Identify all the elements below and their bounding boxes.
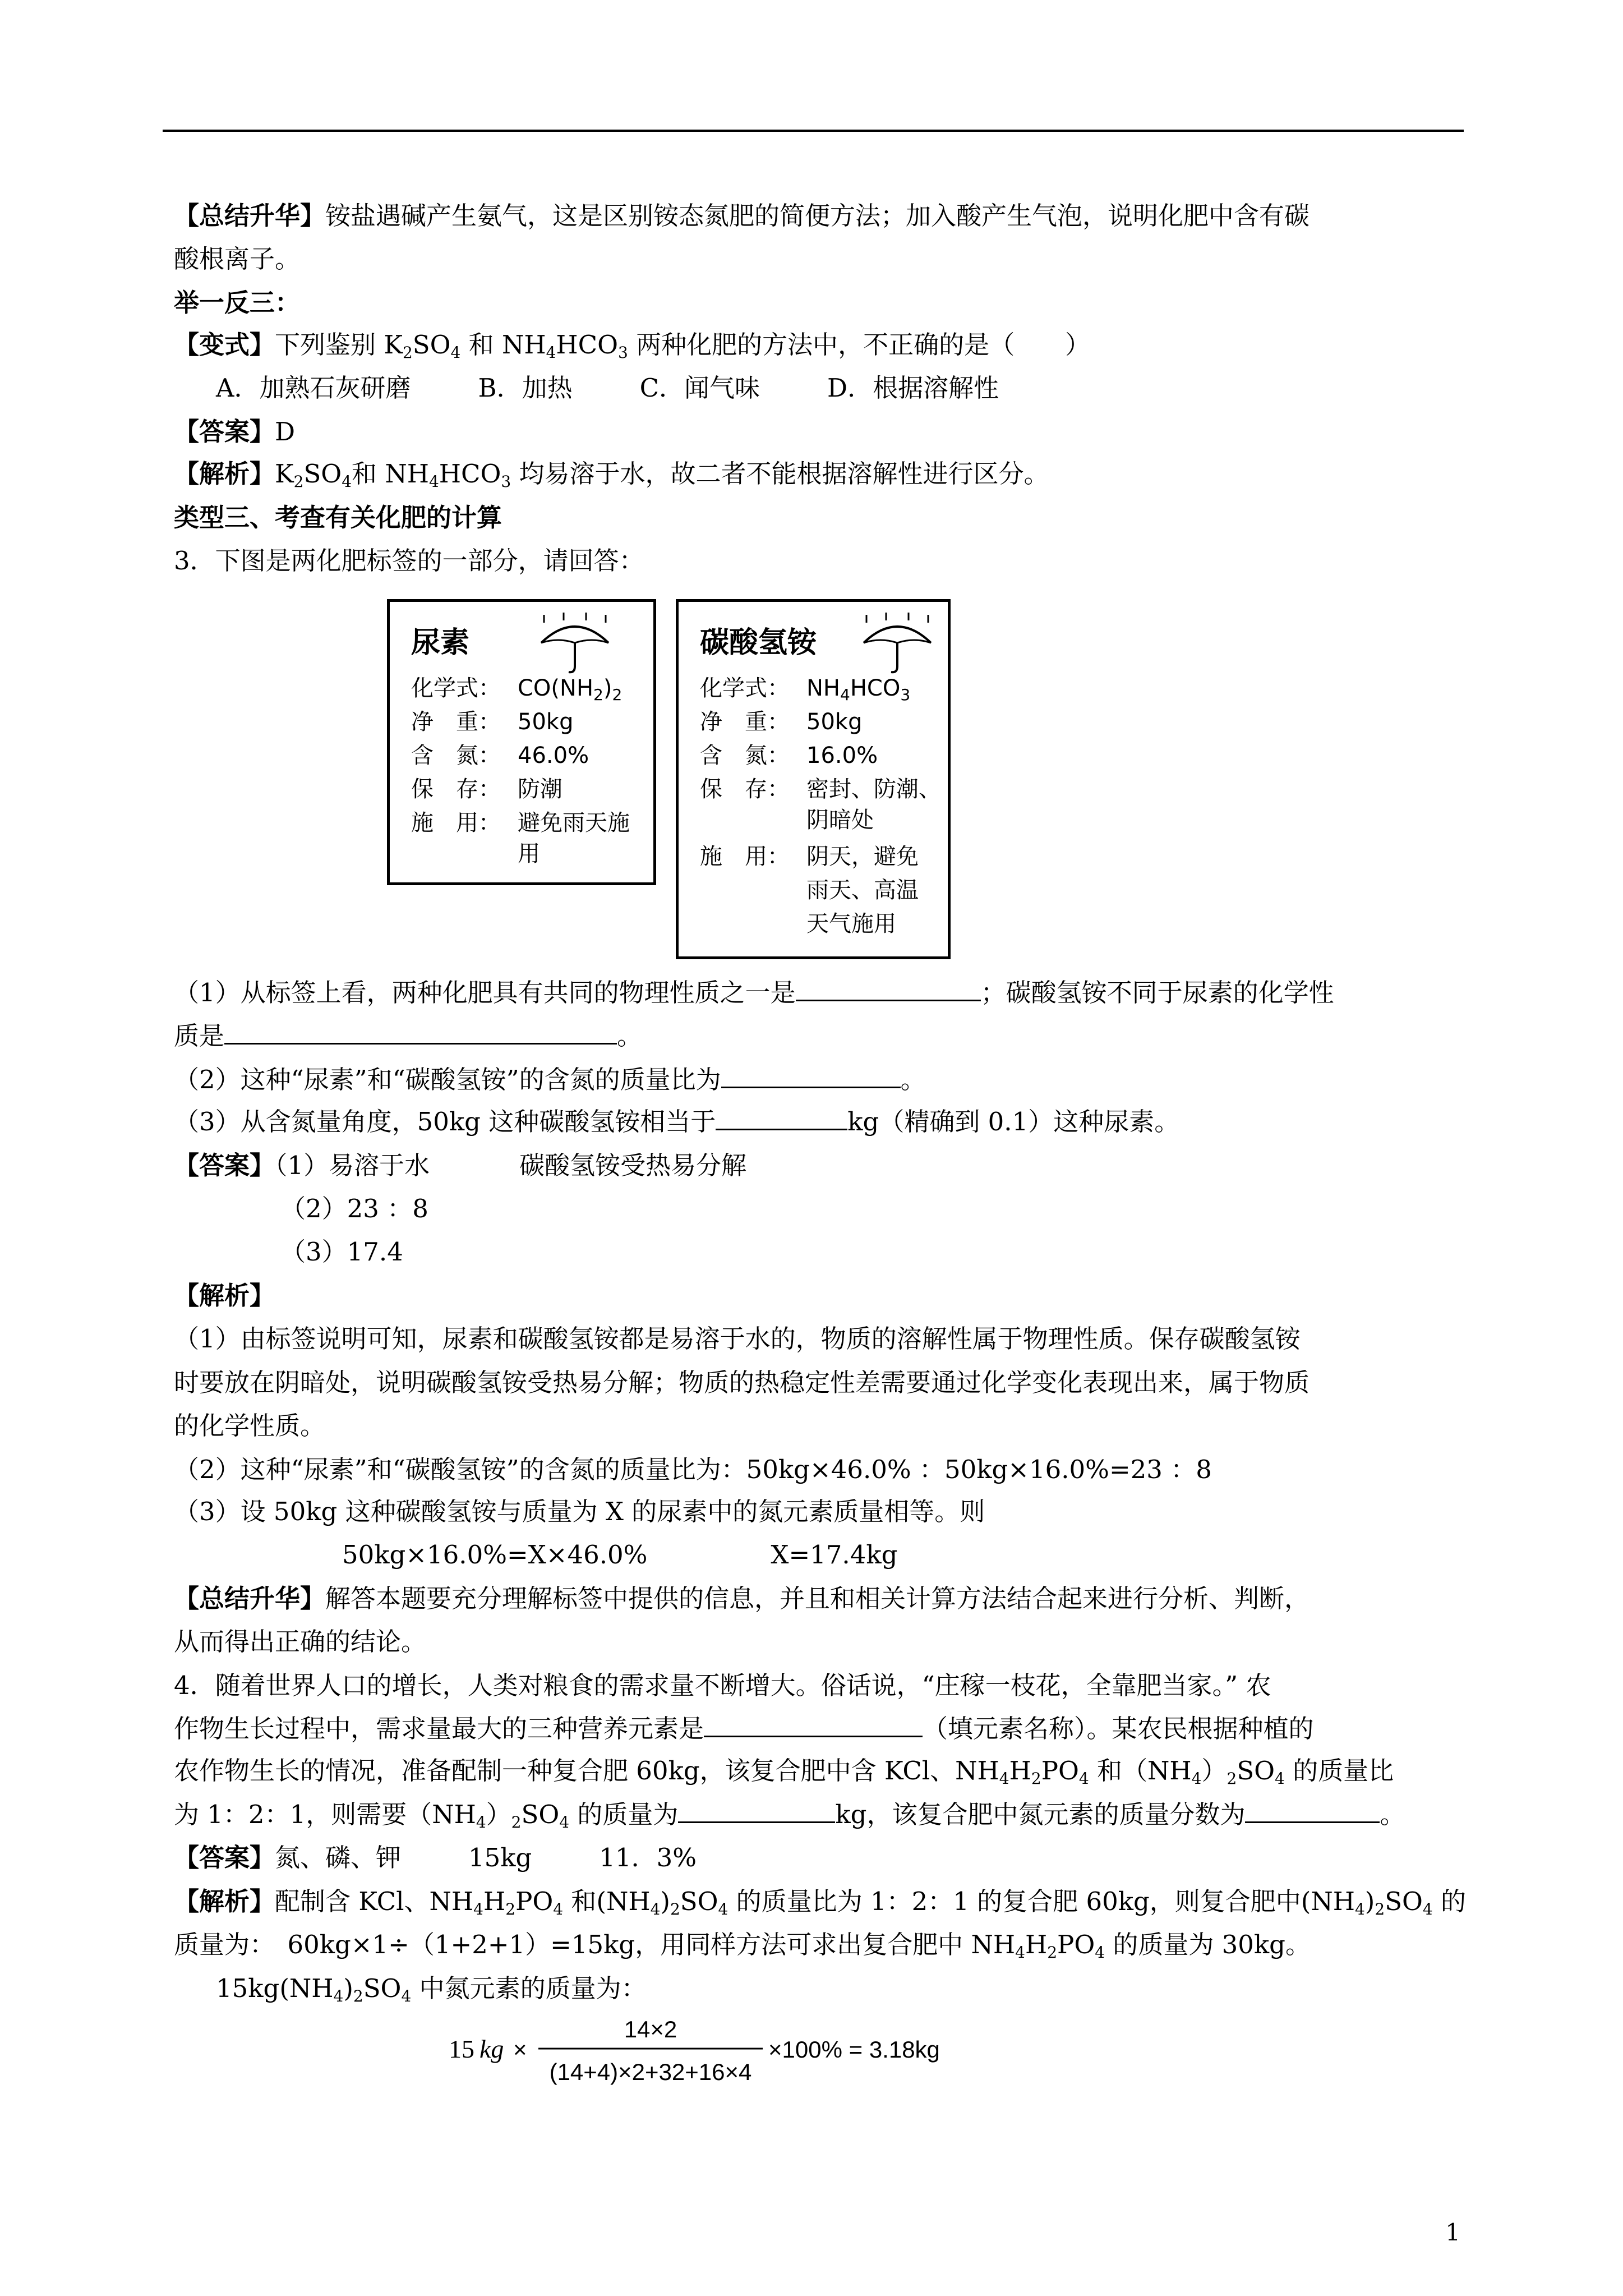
text: HCO [556,330,618,360]
text: ) [1364,1887,1375,1916]
q3-analysis-6 [342,1538,897,1572]
subscript: 2 [353,1987,363,2005]
subscript: 4 [559,1813,570,1832]
label-row [411,809,630,836]
option-d: D．根据溶解性 [827,373,999,403]
q3-analysis-1: （1）由标签说明可知，尿素和碳酸氢铵都是易溶于水的，物质的溶解性属于物理性质。保存碳酸氢铵 [174,1324,1301,1354]
subscript: 4 [342,472,352,491]
answer-blank[interactable] [1245,1799,1380,1823]
formula-left: 15 [449,2035,474,2063]
subscript: 3 [501,472,511,491]
label-value: 雨天、高温 [806,877,919,903]
answer-blank[interactable] [721,1064,901,1088]
text: 下列鉴别 K [275,330,403,360]
page-number: 1 [1445,2219,1460,2246]
q4-analysis-3 [216,1972,647,2013]
text: （1）从标签上看，两种化肥具有共同的物理性质之一是 [174,978,796,1007]
subscript: 4 [1078,1769,1089,1788]
label-value: 防潮 [518,776,562,802]
text: 和 NH [460,330,546,360]
nitrogen-mass-formula [449,2008,1066,2092]
label-key: 化学式： [411,675,501,701]
answer-blank[interactable] [796,977,981,1001]
subscript: 4 [999,1769,1009,1788]
subscript: 4 [546,343,556,362]
subscript: 2 [612,685,623,704]
umbrella-icon [855,610,939,678]
text: 质量为： 60kg×1÷（1+2+1）=15kg，用同样方法可求出复合肥中 NH [174,1930,1016,1959]
label-row [411,742,589,769]
subscript: 2 [1031,1769,1041,1788]
subscript: 2 [293,472,304,491]
formula-result: ×100% = 3.18kg [768,2036,940,2063]
text: H [483,1887,506,1916]
label-key: 保 存： [700,776,790,802]
answer-label: 【答案】 [174,1843,275,1872]
text: 中氮元素的质量为： [411,1973,647,2003]
label-row [411,840,540,867]
label-key: 净 重： [700,709,790,735]
answer-blank[interactable] [704,1713,923,1737]
text: H [1025,1930,1048,1959]
summary2-line-1 [174,1582,1310,1616]
equation: 50kg×16.0%=X×46.0% [342,1540,648,1570]
text: SO [1237,1756,1275,1786]
summary-label: 【总结升华】 [174,201,326,231]
q4-line-4 [174,1798,1405,1839]
label-row [411,776,562,803]
text: 。 [617,1021,643,1051]
header-rule [163,130,1464,132]
subscript: 2 [670,1900,680,1918]
label-key: 含 氮： [700,743,790,769]
label-value: 50kg [518,709,574,735]
formula-times: × [513,2036,527,2063]
text: 配制含 KCl、NH [275,1887,474,1916]
variant-analysis [174,457,1049,499]
subscript: 4 [450,343,461,362]
text: 和 NH [352,459,429,489]
label-row [411,708,573,735]
answer-text: 11．3% [599,1843,697,1872]
label-row [700,708,862,735]
q4-line-2 [174,1712,1314,1746]
text: 质是 [174,1021,225,1051]
text: 均易溶于水，故二者不能根据溶解性进行区分。 [511,459,1049,489]
answer-text: 15kg [468,1843,532,1872]
subscript: 3 [617,343,628,362]
subscript: 2 [593,685,603,704]
label-value: 阴天，避免 [806,844,919,869]
label-row [700,877,919,904]
text: SO [680,1887,718,1916]
label-row [700,742,878,769]
text: 的质量为 30kg。 [1105,1930,1311,1959]
text: 作物生长过程中，需求量最大的三种营养元素是 [174,1714,704,1743]
text: ) [660,1887,670,1916]
subscript: 4 [473,1900,483,1918]
label-value: HCO [850,675,901,701]
option-c: C．闻气味 [639,373,760,403]
variant-answer [174,415,295,449]
text: kg，该复合肥中氮元素的质量分数为 [835,1800,1246,1829]
summary-text: 酸根离子。 [174,244,301,274]
answer-text: 碳酸氢铵受热易分解 [519,1151,747,1180]
q3-part1 [174,976,1334,1010]
subscript: 4 [1191,1769,1202,1788]
label-title: 尿素 [411,626,470,660]
label-row [700,675,910,708]
q3-analysis-2: 时要放在阴暗处，说明碳酸氢铵受热易分解；物质的热稳定性差需要通过化学变化表现出来，属于物质 [174,1368,1310,1397]
q3-part2 [174,1063,926,1097]
q3-analysis-4: （2）这种“尿素”和“碳酸氢铵”的含氮的质量比为：50kg×46.0% ：50kg×16.0%=23 ：8 [174,1455,1212,1484]
q4-line-3 [174,1754,1394,1796]
subscript: 3 [900,685,911,704]
q3-answer [174,1149,746,1182]
subscript: 4 [840,685,850,704]
label-value: 用 [518,841,540,867]
subscript: 4 [1422,1900,1433,1918]
text: 农作物生长的情况，准备配制一种复合肥 60kg，该复合肥中含 KCl、NH [174,1756,999,1786]
variant-question [174,328,1090,370]
option-a: A．加熟石灰研磨 [216,373,411,403]
text: 的质量比为 1：2：1 的复合肥 60kg，则复合肥中(NH [728,1887,1355,1916]
text: ） [486,1800,511,1829]
summary2-line-2: 从而得出正确的结论。 [174,1627,427,1657]
label-key: 施 用： [700,844,790,869]
text: HCO [439,459,501,489]
answer-blank[interactable] [716,1106,847,1130]
answer-text: （1）易溶于水 [275,1151,430,1180]
answer-blank[interactable] [678,1799,835,1823]
text: SO [363,1973,402,2003]
label-key: 施 用： [411,810,501,836]
q4-analysis-1 [174,1885,1466,1926]
q4-line-1: 4．随着世界人口的增长，人类对粮食的需求量不断增大。俗话说，“庄稼一枝花，全靠肥当家。” 农 [174,1671,1271,1700]
text: SO [521,1800,560,1829]
label-row [700,843,919,870]
subscript: 4 [1015,1943,1025,1962]
text: 的 [1432,1887,1467,1916]
variant-options [216,371,999,405]
subscript: 2 [1047,1943,1058,1962]
subscript: 2 [1375,1900,1385,1918]
text: PO [1057,1930,1095,1959]
label-value: NH [806,675,840,701]
formula-unit: kg [479,2035,504,2063]
subscript: 4 [428,472,439,491]
label-value: 天气施用 [806,911,896,937]
analysis-label: 【解析】 [174,1887,275,1916]
text: ) [343,1973,353,2003]
label-value: 密封、防潮、 [806,776,941,802]
formula-numerator: 14×2 [624,2016,677,2042]
q3-analysis-5: （3）设 50kg 这种碳酸氢铵与质量为 X 的尿素中的氮元素质量相等。则 [174,1497,985,1526]
answer-label: 【答案】 [174,417,275,447]
text: kg（精确到 0.1）这种尿素。 [847,1107,1180,1137]
q3-part1-cont [174,1019,642,1053]
text: 。 [1380,1800,1405,1829]
subscript: 4 [1275,1769,1285,1788]
subscript: 4 [718,1900,728,1918]
analysis-label: 【解析】 [174,459,275,489]
text: ；碳酸氢铵不同于尿素的化学性 [980,978,1334,1007]
text: 的质量比 [1284,1756,1394,1786]
q3-part3 [174,1105,1179,1139]
label-row [700,776,941,803]
text: SO [303,459,342,489]
subscript: 4 [401,1987,412,2005]
label-ammonium-bicarbonate [676,599,951,959]
summary-label: 【总结升华】 [174,1584,326,1613]
text: SO [1385,1887,1423,1916]
subscript: 4 [553,1900,564,1918]
text: 两种化肥的方法中，不正确的是（ ） [628,330,1091,360]
formula-denominator: (14+4)×2+32+16×4 [549,2059,752,2085]
q3-answer-2: （2）23 ：8 [280,1194,428,1223]
option-b: B．加热 [478,373,573,403]
answer-value: D [275,417,296,447]
variant-label: 【变式】 [174,330,275,360]
label-value: CO(NH [518,675,594,701]
q3-stem: 3．下图是两化肥标签的一部分，请回答： [174,546,644,576]
text: （2）这种“尿素”和“碳酸氢铵”的含氮的质量比为 [174,1065,721,1094]
equation: X=17.4kg [771,1540,898,1570]
label-key: 净 重： [411,709,501,735]
text: 和（NH [1089,1756,1192,1786]
umbrella-icon [533,610,617,678]
label-row [700,807,874,834]
subscript: 2 [511,1813,522,1832]
subscript: 4 [650,1900,661,1918]
text: H [1009,1756,1031,1786]
text: （填元素名称）。某农民根据种植的 [923,1714,1314,1743]
label-value: ) [603,675,612,701]
text: ） [1201,1756,1227,1786]
summary-line-2 [174,242,300,276]
subscript: 2 [1227,1769,1237,1788]
q3-answer-3: （3）17.4 [280,1237,403,1267]
answer-text: 氮、磷、钾 [275,1843,402,1872]
text: （3）从含氮量角度，50kg 这种碳酸氢铵相当于 [174,1107,716,1137]
q4-analysis-2 [174,1928,1311,1970]
text: 为 1：2：1，则需要（NH [174,1800,476,1829]
summary-text: 解答本题要充分理解标签中提供的信息，并且和相关计算方法结合起来进行分析、判断， [325,1584,1310,1613]
text: K [275,459,294,489]
subscript: 2 [505,1900,516,1918]
subscript: 4 [333,1987,344,2005]
label-key: 含 氮： [411,743,501,769]
text: PO [515,1887,554,1916]
practice-heading: 举一反三： [174,288,301,318]
summary-line-1 [174,199,1310,233]
subscript: 4 [1354,1900,1365,1918]
label-value: 避免雨天施 [518,810,630,836]
label-urea [387,599,656,885]
summary-text: 铵盐遇碱产生氨气，这是区别铵态氮肥的简便方法；加入酸产生气泡，说明化肥中含有碳 [325,201,1310,231]
text: 的质量为 [569,1800,679,1829]
answer-label: 【答案】 [174,1151,275,1180]
text: 和(NH [563,1887,651,1916]
subscript: 4 [476,1813,486,1832]
label-key: 保 存： [411,776,501,802]
type3-heading: 类型三、考查有关化肥的计算 [174,503,502,532]
answer-blank[interactable] [224,1020,617,1045]
text: SO [412,330,451,360]
text: 15kg(NH [216,1973,334,2003]
q3-analysis-label: 【解析】 [174,1281,275,1310]
label-title: 碳酸氢铵 [700,626,817,660]
subscript: 4 [1095,1943,1105,1962]
label-key: 化学式： [700,675,790,701]
label-value: 阴暗处 [806,807,874,833]
subscript: 2 [402,343,413,362]
text: 。 [900,1065,926,1094]
label-row [700,910,896,937]
q3-analysis-3: 的化学性质。 [174,1411,326,1441]
label-value: 16.0% [806,743,878,769]
label-row [411,675,622,708]
label-value: 50kg [806,709,863,735]
q4-answer [174,1841,697,1875]
text: PO [1041,1756,1079,1786]
label-value: 46.0% [518,743,589,769]
